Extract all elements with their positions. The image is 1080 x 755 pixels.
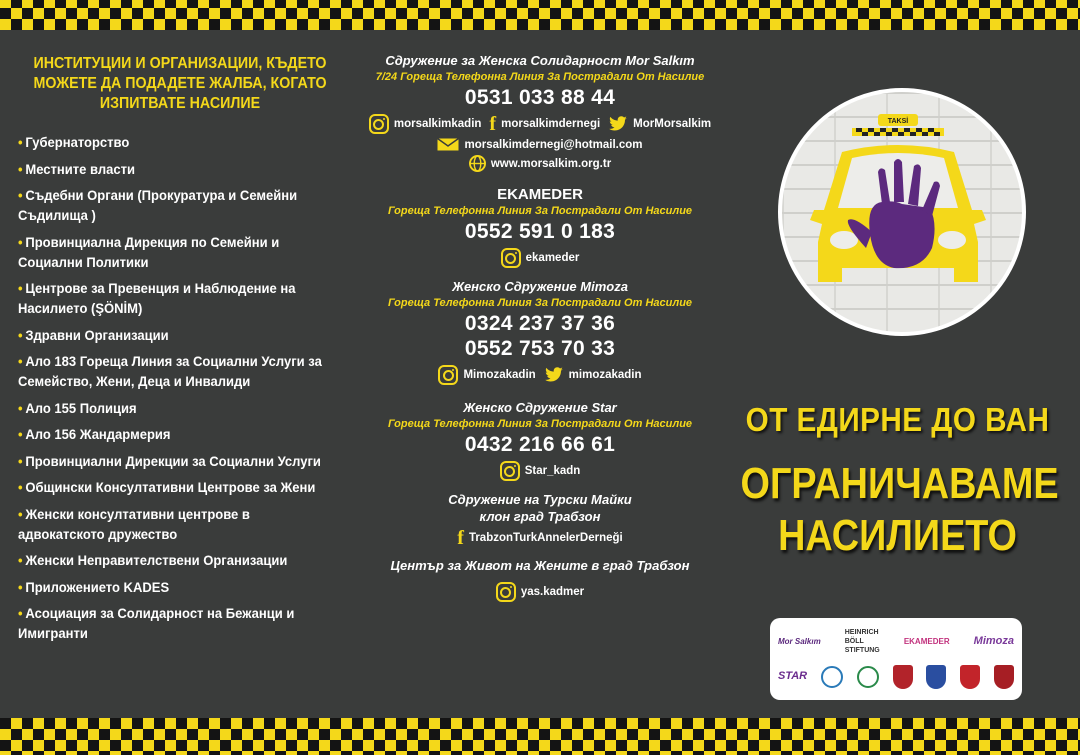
partner-logos xyxy=(770,618,1022,700)
bullet-icon: • xyxy=(18,426,23,442)
institution-item: • Съдебни Органи (Прокуратура и Семейни Съдилища ) xyxy=(18,187,298,223)
facebook-icon: f xyxy=(457,527,464,549)
org-name-morsalkim: Сдружение за Женска Солидарност Mor Salkım xyxy=(385,53,695,68)
morsalkim-logo: Mor Salkım xyxy=(778,637,821,646)
taxi-illustration xyxy=(778,88,1026,336)
instagram-link[interactable]: ekameder xyxy=(501,248,580,268)
institution-item: • Центрове за Превенция и Наблюдение на Насилието (ŞÖNİM) xyxy=(18,280,296,316)
institution-item: • Асоциация за Солидарност на Бежанци и Имигранти xyxy=(18,605,295,641)
contacts-panel xyxy=(365,38,715,710)
twitter-icon xyxy=(608,116,628,132)
bullet-icon: • xyxy=(18,353,23,369)
bullet-icon: • xyxy=(18,552,23,568)
institution-item: • Женски Неправителствени Организации xyxy=(18,552,288,568)
bullet-icon: • xyxy=(18,187,23,203)
org-name-star: Женско Сдружение Star xyxy=(463,400,617,415)
org-name-trabzon-branch: клон град Трабзон xyxy=(479,509,601,524)
instagram-icon xyxy=(369,114,389,134)
facebook-link[interactable]: f morsalkimdernegi xyxy=(489,113,601,135)
org-name-yas-kadmer: Център за Живот на Жените в град Трабзон xyxy=(390,558,690,573)
institution-item: • Местните власти xyxy=(18,160,135,177)
phone-number[interactable]: 0432 216 66 61 xyxy=(464,433,616,456)
municipality-seal-icon xyxy=(857,666,879,688)
instagram-icon xyxy=(496,582,516,602)
bullet-icon: • xyxy=(18,233,23,250)
bullet-icon: • xyxy=(18,399,23,416)
checker-border-bottom xyxy=(0,718,1080,755)
bullet-icon: • xyxy=(18,479,23,495)
slogan-main: ОГРАНИЧАВАМЕ НАСИЛИЕТО xyxy=(740,459,1059,560)
municipality-seal-icon xyxy=(821,666,843,688)
slogan-top: ОТ ЕДИРНЕ ДО ВАН xyxy=(745,401,1050,438)
ekameder-logo: EKAMEDER xyxy=(903,637,950,646)
heinrich-boll-logo: HEINRICH BÖLL STIFTUNG xyxy=(844,629,880,654)
instagram-icon xyxy=(500,461,520,481)
bullet-icon: • xyxy=(18,452,23,469)
phone-number[interactable]: 0552 753 70 33 xyxy=(464,337,616,360)
website-link[interactable]: www.morsalkim.org.tr xyxy=(469,155,611,172)
org-name-ekameder: EKAMEDER xyxy=(497,186,583,203)
twitter-link[interactable]: mimozakadin xyxy=(544,367,642,383)
instagram-link[interactable]: morsalkimkadin xyxy=(369,114,482,134)
star-logo: STAR xyxy=(778,670,808,682)
cover-panel xyxy=(715,38,1080,710)
institution-item: • Губернаторство xyxy=(18,134,130,150)
facebook-link[interactable]: f TrabzonTurkAnnelerDerneği xyxy=(457,527,623,549)
bullet-icon: • xyxy=(18,280,23,296)
municipality-shield-icon xyxy=(960,665,980,689)
institution-item: • Провинциални Дирекции за Социални Услуги xyxy=(18,452,321,469)
bullet-icon: • xyxy=(18,605,23,621)
email-icon xyxy=(437,138,459,151)
email-link[interactable]: morsalkimdernegi@hotmail.com xyxy=(437,138,642,151)
hotline-label: 7/24 Гореща Телефонна Линия За Пострадали От Насилие xyxy=(375,71,705,83)
institutions-list xyxy=(18,132,342,643)
institution-item: • Ало 155 Полиция xyxy=(18,399,137,416)
institution-item: • Женски консултативни центрове в адвокатското дружество xyxy=(18,505,250,542)
checker-border-top xyxy=(0,0,1080,30)
hotline-label: Гореща Телефонна Линия За Пострадали От Насилие xyxy=(387,418,693,430)
bullet-icon: • xyxy=(18,134,23,150)
mimoza-logo: Mimoza xyxy=(973,635,1014,647)
instagram-icon xyxy=(501,248,521,268)
phone-number[interactable]: 0324 237 37 36 xyxy=(464,312,616,335)
bullet-icon: • xyxy=(18,505,23,522)
instagram-link[interactable]: Star_kadn xyxy=(500,461,581,481)
institution-item: • Приложението KADES xyxy=(18,578,170,595)
institutions-panel xyxy=(0,38,356,710)
phone-number[interactable]: 0531 033 88 44 xyxy=(464,86,616,109)
institutions-heading: ИНСТИТУЦИИ И ОРГАНИЗАЦИИ, КЪДЕТО МОЖЕТЕ ДА ПОДАДЕТЕ ЖАЛБА, КОГАТО ИЗПИТВАТЕ НАСИЛИЕ xyxy=(33,55,327,112)
twitter-link[interactable]: MorMorsalkim xyxy=(608,116,711,132)
hotline-label: Гореща Телефонна Линия За Пострадали От Насилие xyxy=(387,297,693,309)
bullet-icon: • xyxy=(18,578,23,595)
municipality-shield-icon xyxy=(926,665,946,689)
org-name-trabzon-mothers: Сдружение на Турски Майки xyxy=(448,492,632,507)
org-name-mimoza: Женско Сдружение Mimoza xyxy=(452,279,628,294)
institution-item: • Здравни Организации xyxy=(18,326,169,343)
bullet-icon: • xyxy=(18,160,23,177)
instagram-icon xyxy=(438,365,458,385)
twitter-icon xyxy=(544,367,564,383)
hotline-label: Гореща Телефонна Линия За Пострадали От Насилие xyxy=(387,205,693,217)
municipality-shield-icon xyxy=(893,665,913,689)
phone-number[interactable]: 0552 591 0 183 xyxy=(464,220,616,243)
institution-item: • Ало 156 Жандармерия xyxy=(18,426,171,442)
taxi-sign-text: TAKSİ xyxy=(887,118,909,125)
instagram-link[interactable]: yas.kadmer xyxy=(496,582,584,602)
municipality-shield-icon xyxy=(994,665,1014,689)
globe-icon xyxy=(469,155,486,172)
bullet-icon: • xyxy=(18,326,23,343)
institution-item: • Общински Консултативни Центрове за Жени xyxy=(18,479,316,495)
instagram-link[interactable]: Mimozakadin xyxy=(438,365,535,385)
institution-item: • Ало 183 Гореща Линия за Социални Услуги за Семейство, Жени, Деца и Инвалиди xyxy=(18,353,322,389)
facebook-icon: f xyxy=(489,113,497,135)
institution-item: • Провинциална Дирекция по Семейни и Социални Политики xyxy=(18,233,280,270)
